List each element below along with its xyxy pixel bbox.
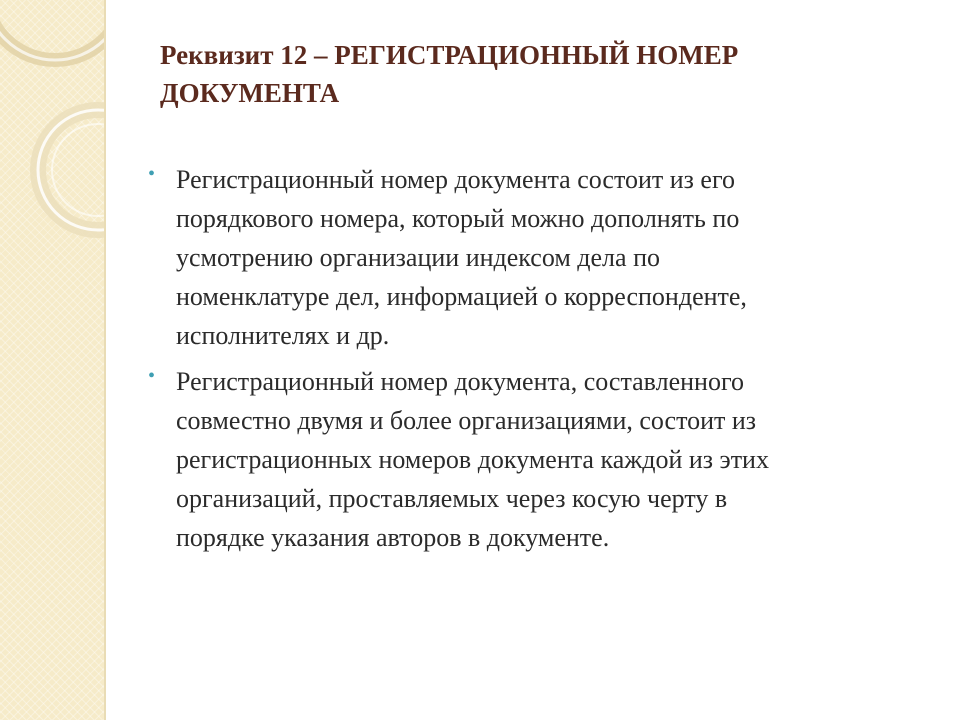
bullet-text-line: номенклатуре дел, информацией о корреспонденте, <box>176 282 747 311</box>
bullet-dot-icon: • <box>148 365 156 387</box>
bullet-text-line: порядкового номера, который можно дополнять по <box>176 204 740 233</box>
slide-title-line: Реквизит 12 – РЕГИСТРАЦИОННЫЙ НОМЕР <box>160 40 739 70</box>
bullet-text-line: организаций, проставляемых через косую черту в <box>176 484 728 513</box>
bullet-text-line: Регистрационный номер документа состоит из его <box>176 165 735 194</box>
bullet-text-line: Регистрационный номер документа, составленного <box>176 367 744 396</box>
bullet-text-line: исполнителях и др. <box>176 321 390 350</box>
bullet-dot-icon: • <box>148 163 156 185</box>
bullet-text-line: совместно двумя и более организациями, состоит из <box>176 406 757 435</box>
bullet-text-line: порядке указания авторов в документе. <box>176 523 610 552</box>
bullet-list <box>148 160 918 564</box>
side-panel-divider <box>104 0 106 720</box>
slide-title <box>160 36 900 112</box>
slide-title-line: ДОКУМЕНТА <box>160 78 340 108</box>
bullet-text-line: регистрационных номеров документа каждой из этих <box>176 445 769 474</box>
bullet-item <box>148 362 918 557</box>
decorative-side-panel <box>0 0 104 720</box>
bullet-item <box>148 160 918 355</box>
bullet-text-line: усмотрению организации индексом дела по <box>176 243 660 272</box>
decorative-rings-icon <box>0 0 104 720</box>
